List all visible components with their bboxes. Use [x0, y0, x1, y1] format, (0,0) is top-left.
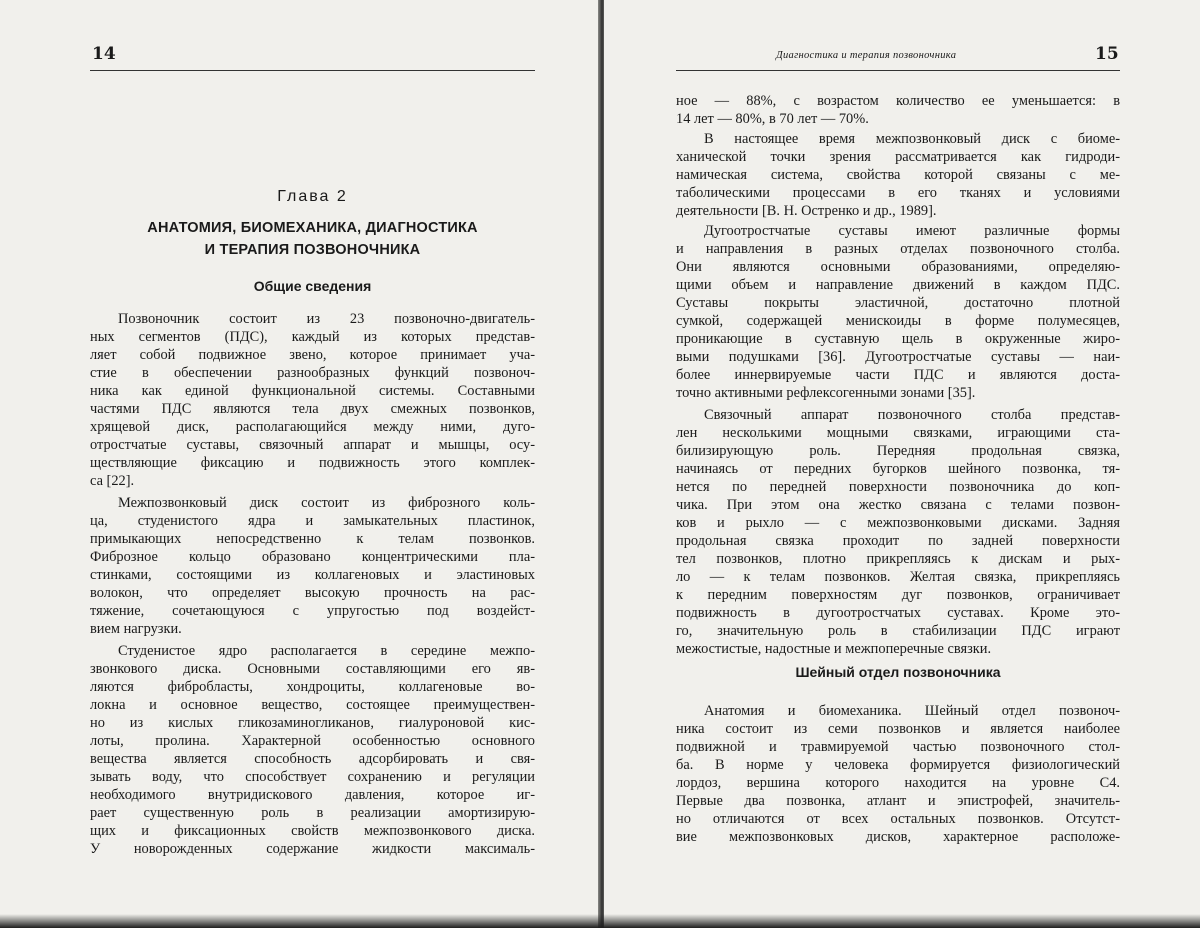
- text-line: щих и фиксационных свойств межпозвонкового диска.: [90, 823, 535, 839]
- text-line: продольная связка проходит по задней поверхности: [676, 533, 1120, 549]
- text-line: ное — 88%, с возрастом количество ее уменьшается: в: [676, 93, 1120, 109]
- text-line: лен несколькими мощными связками, играющими ста-: [676, 425, 1120, 441]
- text-line: межостистые, надостные и межпоперечные связки.: [676, 641, 992, 657]
- text-line: к передним поверхностям дуг позвонков, ограничивает: [676, 587, 1120, 603]
- page-number-left: 14: [92, 44, 116, 64]
- text-line: волокон, что определяет высокую прочность на рас-: [90, 585, 535, 601]
- text-line: ществляющие фиксацию и подвижность этого комплек-: [90, 455, 535, 471]
- text-line: примыкающих непосредственно к телам позвонков.: [90, 531, 535, 547]
- text-line: подвижной и травмируемой частью позвоночного стол-: [676, 739, 1120, 755]
- text-line: У новорожденных содержание жидкости максималь-: [90, 841, 535, 857]
- text-line: проникающие в суставную щель в окруженные жиро-: [676, 331, 1120, 347]
- text-line: зывать воду, что способствует сохранению и регуляции: [90, 769, 535, 785]
- text-line: более иннервируемые части ПДС и являются доста-: [676, 367, 1120, 383]
- header-rule-right: [676, 70, 1120, 71]
- text-line: Связочный аппарат позвоночного столба представ-: [704, 407, 1120, 423]
- text-line: тяжение, сочетающуюся с упругостью под воздейст-: [90, 603, 535, 619]
- text-line: подвижность в дугоотростчатых суставах. Кроме это-: [676, 605, 1120, 621]
- text-line: звонкового диска. Основными составляющими его яв-: [90, 661, 535, 677]
- text-line: ных сегментов (ПДС), каждый из которых представ-: [90, 329, 535, 345]
- text-line: вие межпозвонковых дисков, характерное расположе-: [676, 829, 1120, 845]
- text-line: ляет собой подвижное звено, которое принимает уча-: [90, 347, 535, 363]
- section-heading-cervical: Шейный отдел позвоночника: [795, 664, 1001, 680]
- page-number-right: 15: [1095, 44, 1119, 64]
- text-line: хрящевой диск, располагающийся между ними, дуго-: [90, 419, 535, 435]
- text-line: нется по передней поверхности позвоночника до коп-: [676, 479, 1120, 495]
- chapter-title-line-1: АНАТОМИЯ, БИОМЕХАНИКА, ДИАГНОСТИКА: [147, 220, 478, 236]
- text-line: но из кислых гликозаминогликанов, гиалуроновой кис-: [90, 715, 535, 731]
- text-line: ца, студенистого ядра и замыкательных пластинок,: [90, 513, 535, 529]
- section-heading-general: Общие сведения: [253, 278, 372, 294]
- text-line: и направления в разных отделах позвоночного столба.: [676, 241, 1120, 257]
- text-line: тел позвонков, плотно прикрепляясь к дискам и рых-: [676, 551, 1120, 567]
- text-line: рает существенную роль в реализации амортизирую-: [90, 805, 535, 821]
- header-rule-left: [90, 70, 535, 71]
- text-line: таболическими процессами в его тканях и условиями: [676, 185, 1120, 201]
- text-line: чика. При этом она жестко связана с телами позвон-: [676, 497, 1120, 513]
- text-line: локна и основное вещество, состоящее преимуществен-: [90, 697, 535, 713]
- text-line: начинаясь от передних бугорков шейного позвонка, тя-: [676, 461, 1120, 477]
- text-line: вещества является способность адсорбировать и свя-: [90, 751, 535, 767]
- bottom-edge-shadow: [0, 914, 1200, 928]
- text-line: частями ПДС являются тела двух смежных позвонков,: [90, 401, 535, 417]
- text-line: Студенистое ядро располагается в середине межпо-: [118, 643, 535, 659]
- text-line: стие в обеспечении разнообразных функций позвоноч-: [90, 365, 535, 381]
- text-line: лоты, пролина. Характерной особенностью основного: [90, 733, 535, 749]
- text-line: выми подушками [36]. Дугоотростчатые суставы — наи-: [676, 349, 1120, 365]
- text-line: щими объем и направление движений в каждом ПДС.: [676, 277, 1120, 293]
- text-line: Анатомия и биомеханика. Шейный отдел позвоноч-: [704, 703, 1120, 719]
- text-line: Первые два позвонка, атлант и эпистрофей, значитель-: [676, 793, 1120, 809]
- text-line: лордоз, вершина которого находится на уровне C4.: [676, 775, 1120, 791]
- text-line: ло — к телам позвонков. Желтая связка, прикрепляясь: [676, 569, 1120, 585]
- text-line: Дугоотростчатые суставы имеют различные формы: [704, 223, 1120, 239]
- text-line: деятельности [В. Н. Остренко и др., 1989].: [676, 203, 937, 219]
- text-line: но отличаются от всех остальных позвонков. Отсутст-: [676, 811, 1120, 827]
- text-line: Межпозвонковый диск состоит из фиброзного коль-: [118, 495, 535, 511]
- text-line: билизирующую роль. Передняя продольная связка,: [676, 443, 1120, 459]
- text-line: необходимого внутридискового давления, которое иг-: [90, 787, 535, 803]
- text-line: са [22].: [90, 473, 135, 489]
- text-line: В настоящее время межпозвонковый диск с биоме-: [704, 131, 1120, 147]
- text-line: ника как единой функциональной системы. Составными: [90, 383, 535, 399]
- text-line: вием нагрузки.: [90, 621, 182, 637]
- text-line: ков и рыхло — с межпозвонковыми дисками. Задняя: [676, 515, 1120, 531]
- chapter-label: Глава 2: [277, 188, 348, 205]
- text-line: ханической точки зрения рассматривается как гидроди-: [676, 149, 1120, 165]
- text-line: Суставы покрыты эластичной, достаточно плотной: [676, 295, 1120, 311]
- text-line: Позвоночник состоит из 23 позвоночно-двигатель-: [118, 311, 535, 327]
- text-line: стинками, состоящими из коллагеновых и эластиновых: [90, 567, 535, 583]
- text-line: Фиброзное кольцо образовано концентрическими пла-: [90, 549, 535, 565]
- text-line: го, значительную роль в стабилизации ПДС играют: [676, 623, 1120, 639]
- text-line: 14 лет — 80%, в 70 лет — 70%.: [676, 111, 869, 127]
- chapter-title-line-2: И ТЕРАПИЯ ПОЗВОНОЧНИКА: [204, 242, 421, 258]
- running-header: Диагностика и терапия позвоночника: [776, 50, 957, 61]
- text-line: ляются фибробласты, хондроциты, коллагеновые во-: [90, 679, 535, 695]
- text-line: точно активными рефлексогенными зонами [35].: [676, 385, 976, 401]
- text-line: сумкой, содержащей менискоиды в форме полумесяцев,: [676, 313, 1120, 329]
- text-line: отростчатые суставы, связочный аппарат и мышцы, осу-: [90, 437, 535, 453]
- text-line: Они являются основными образованиями, определяю-: [676, 259, 1120, 275]
- text-line: намическая система, свойства которой связаны с ме-: [676, 167, 1120, 183]
- text-line: ника состоит из семи позвонков и является наиболее: [676, 721, 1120, 737]
- text-line: ба. В норме у человека формируется физиологический: [676, 757, 1120, 773]
